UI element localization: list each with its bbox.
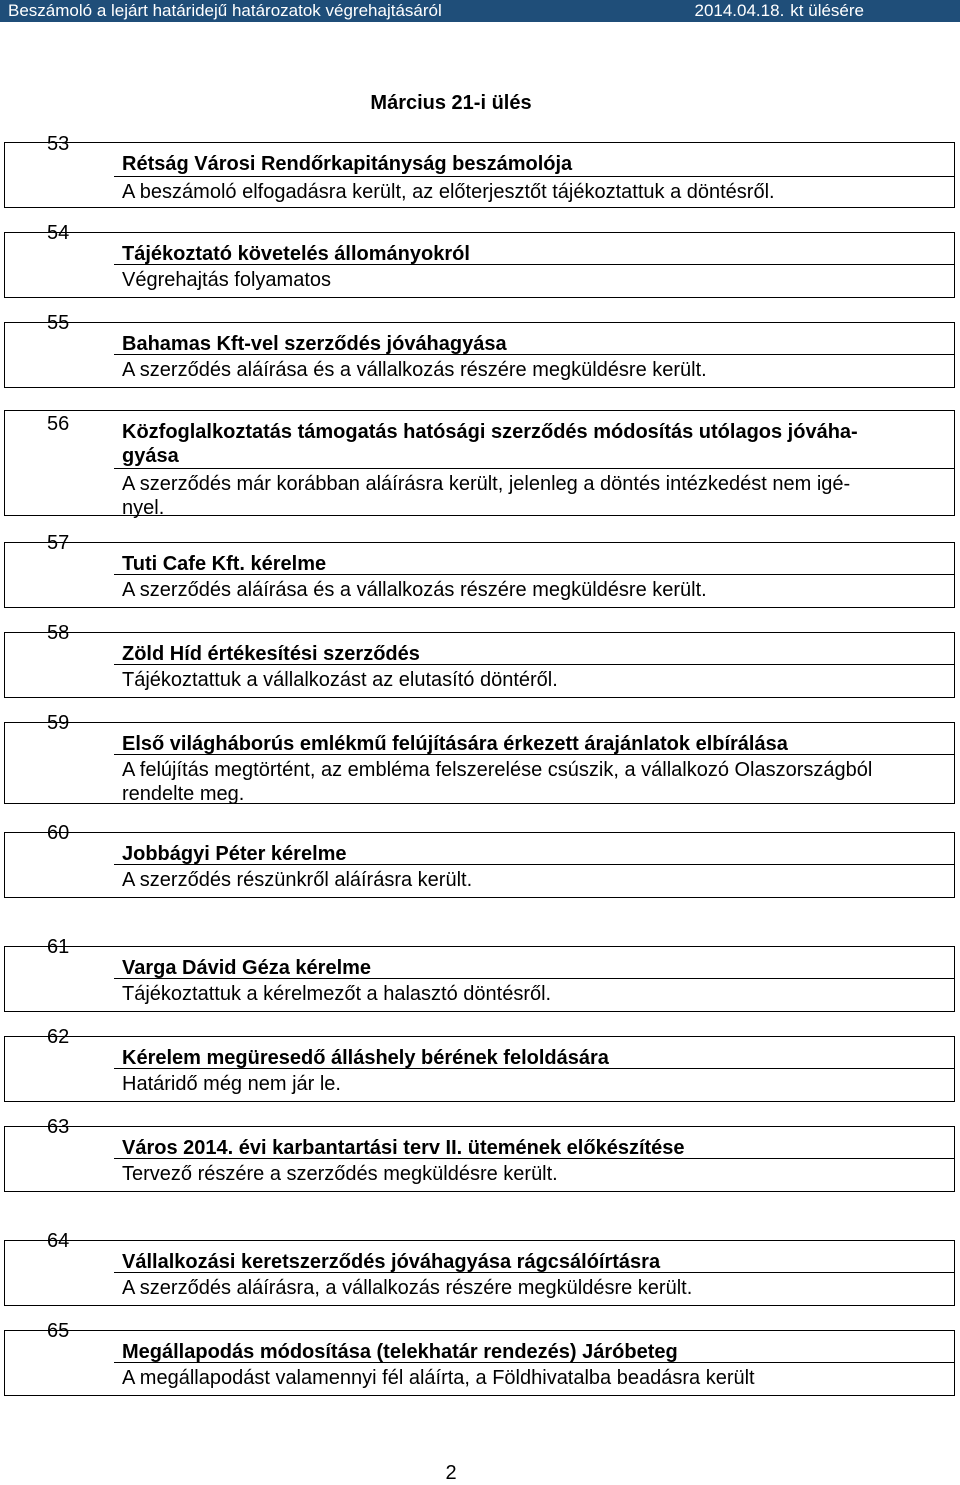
item-status-text: Tervező részére a szerződés megküldésre került. bbox=[122, 1163, 558, 1185]
item-number: 65 bbox=[47, 1320, 70, 1342]
item-title: Első világháborús emlékmű felújítására érkezett árajánlatok elbírálása bbox=[122, 733, 788, 755]
meeting-title: Március 21-i ülés bbox=[370, 92, 532, 114]
item-title: Varga Dávid Géza kérelme bbox=[122, 957, 372, 979]
resolution-item bbox=[0, 1230, 960, 1306]
resolution-item bbox=[0, 1026, 960, 1102]
item-number: 55 bbox=[47, 312, 70, 334]
item-status-text: A felújítás megtörtént, az embléma felszerelése csúszik, a vállalkozó Olaszországból rendelte meg. bbox=[122, 759, 873, 805]
item-title: Rétság Városi Rendőrkapitányság beszámolója bbox=[122, 153, 573, 175]
item-divider bbox=[114, 264, 955, 265]
header-document-title: Beszámoló a lejárt határidejű határozatok végrehajtásáról bbox=[8, 1, 442, 20]
resolution-item bbox=[0, 936, 960, 1012]
item-divider bbox=[114, 978, 955, 979]
item-status-text: Határidő még nem jár le. bbox=[122, 1073, 341, 1095]
item-title: Közfoglalkoztatás támogatás hatósági szerződés módosítás utólagos jóváha- gyása bbox=[122, 421, 858, 467]
item-status-text: A szerződés aláírása és a vállalkozás részére megküldésre került. bbox=[122, 359, 707, 381]
resolution-item bbox=[0, 133, 960, 208]
item-title: Zöld Híd értékesítési szerződés bbox=[122, 643, 420, 665]
item-number: 56 bbox=[47, 413, 70, 435]
item-number: 64 bbox=[47, 1230, 70, 1252]
item-title: Kérelem megüresedő álláshely bérének feloldására bbox=[122, 1047, 609, 1069]
item-status-text: A szerződés aláírása és a vállalkozás részére megküldésre került. bbox=[122, 579, 707, 601]
item-status-text: Végrehajtás folyamatos bbox=[122, 269, 332, 291]
item-divider bbox=[114, 1272, 955, 1273]
resolution-item bbox=[0, 822, 960, 898]
item-status-text: A szerződés részünkről aláírásra került. bbox=[122, 869, 473, 891]
resolution-item bbox=[0, 622, 960, 698]
item-number: 57 bbox=[47, 532, 70, 554]
item-title: Tájékoztató követelés állományokról bbox=[122, 243, 470, 265]
item-title: Város 2014. évi karbantartási terv II. ütemének előkészítése bbox=[122, 1137, 685, 1159]
item-status-text: Tájékoztattuk a vállalkozást az elutasító döntéről. bbox=[122, 669, 558, 691]
item-divider bbox=[114, 468, 955, 469]
item-status-text: A szerződés aláírásra, a vállalkozás részére megküldésre került. bbox=[122, 1277, 693, 1299]
item-number: 63 bbox=[47, 1116, 70, 1138]
page-number: 2 bbox=[445, 1462, 457, 1484]
item-number: 54 bbox=[47, 222, 70, 244]
item-number: 62 bbox=[47, 1026, 70, 1048]
item-number: 53 bbox=[47, 133, 70, 155]
resolution-item bbox=[0, 712, 960, 805]
item-title: Megállapodás módosítása (telekhatár rendezés) Járóbeteg bbox=[122, 1341, 678, 1363]
item-divider bbox=[114, 1158, 955, 1159]
item-divider bbox=[114, 574, 955, 575]
header-date: 2014.04.18. bbox=[694, 1, 785, 20]
resolution-item bbox=[0, 222, 960, 298]
item-number: 58 bbox=[47, 622, 70, 644]
item-status-text: A beszámoló elfogadásra került, az előterjesztőt tájékoztattuk a döntésről. bbox=[122, 181, 775, 203]
item-title: Jobbágyi Péter kérelme bbox=[122, 843, 347, 865]
header-meeting-date bbox=[694, 1, 864, 21]
resolution-item bbox=[0, 410, 960, 519]
item-divider bbox=[114, 1068, 955, 1069]
item-divider bbox=[114, 864, 955, 865]
item-title: Tuti Cafe Kft. kérelme bbox=[122, 553, 327, 575]
item-divider bbox=[114, 176, 955, 177]
item-status-text: Tájékoztattuk a kérelmezőt a halasztó döntésről. bbox=[122, 983, 552, 1005]
item-divider bbox=[114, 354, 955, 355]
resolution-item bbox=[0, 312, 960, 388]
item-title: Bahamas Kft-vel szerződés jóváhagyása bbox=[122, 333, 507, 355]
item-status-text: A megállapodást valamennyi fél aláírta, a Földhivatalba beadásra került bbox=[122, 1367, 755, 1389]
item-title: Vállalkozási keretszerződés jóváhagyása rágcsálóírtásra bbox=[122, 1251, 661, 1273]
item-number: 60 bbox=[47, 822, 70, 844]
item-number: 59 bbox=[47, 712, 70, 734]
item-divider bbox=[114, 664, 955, 665]
item-number: 61 bbox=[47, 936, 70, 958]
header-tail: kt ülésére bbox=[790, 1, 864, 20]
resolution-item bbox=[0, 532, 960, 608]
resolution-item bbox=[0, 1320, 960, 1396]
running-header bbox=[0, 0, 960, 22]
item-status-text: A szerződés már korábban aláírásra került, jelenleg a döntés intézkedést nem igé- nyel. bbox=[122, 473, 851, 519]
item-divider bbox=[114, 754, 955, 755]
item-divider bbox=[114, 1362, 955, 1363]
resolution-item bbox=[0, 1116, 960, 1192]
